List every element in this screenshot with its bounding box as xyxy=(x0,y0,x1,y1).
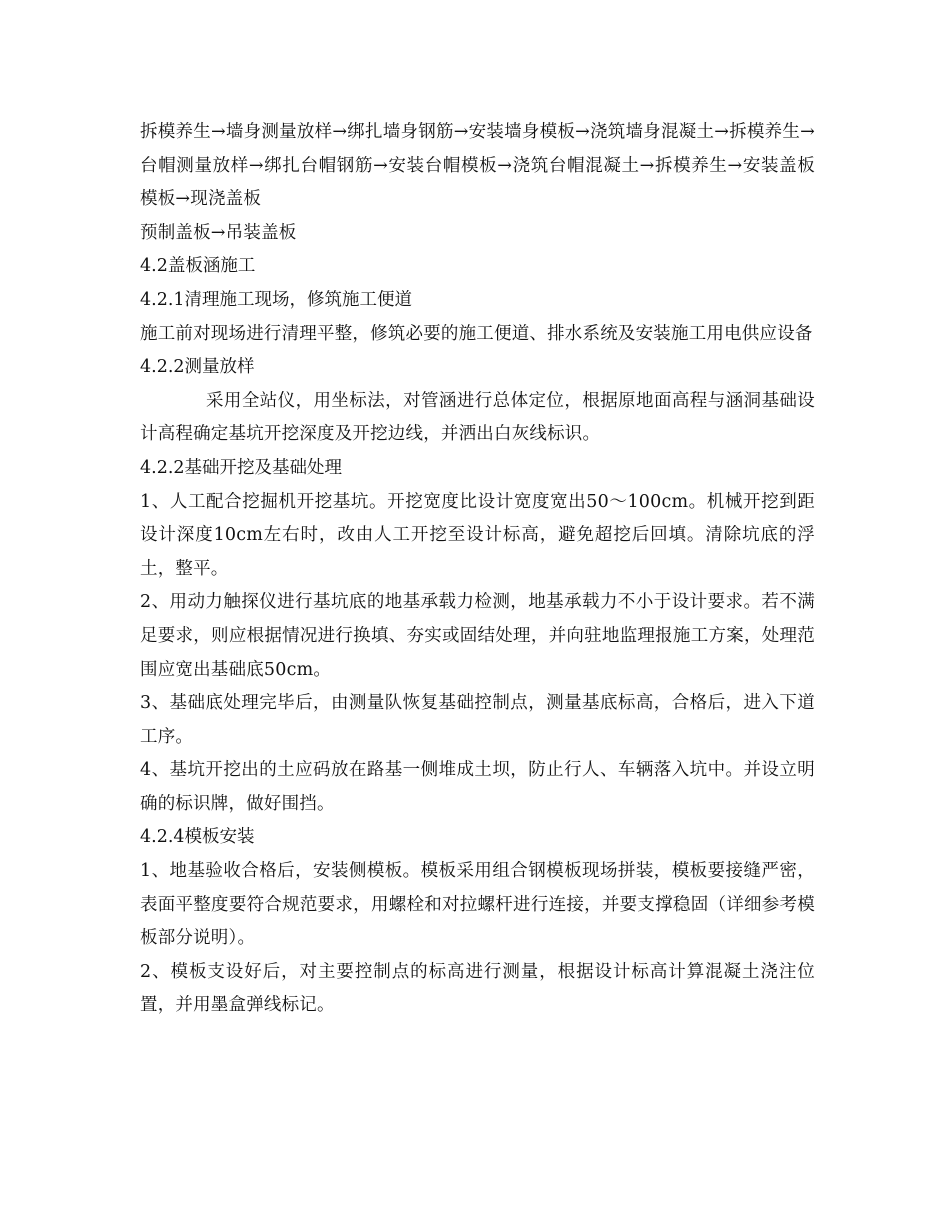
formwork-item-1: 1、地基验收合格后，安装侧模板。模板采用组合钢模板现场拼装，模板要接缝严密，表面平整度要符合规范要求，用螺栓和对拉螺杆进行连接，并要支撑稳固（详细参考模板部分说明）。 xyxy=(140,861,815,949)
section-heading-formwork: 4.2.4模板安装 xyxy=(140,827,255,848)
excavation-item-1: 1、人工配合挖掘机开挖基坑。开挖宽度比设计宽度宽出50～100cm。机械开挖到距设计深度10cm左右时，改由人工开挖至设计标高，避免超挖后回填。清除坑底的浮土，整平。 xyxy=(140,491,815,579)
survey-paragraph: 采用全站仪，用坐标法，对管涵进行总体定位，根据原地面高程与涵洞基础设计高程确定基坑开挖深度及开挖边线，并洒出白灰线标识。 xyxy=(140,390,815,445)
section-heading-4-2-1: 4.2.1清理施工现场，修筑施工便道 xyxy=(140,289,413,310)
excavation-item-2: 2、用动力触探仪进行基坑底的地基承载力检测，地基承载力不小于设计要求。若不满足要求，则应根据情况进行换填、夯实或固结处理，并向驻地监理报施工方案，处理范围应宽出基础底50cm。 xyxy=(140,592,815,680)
site-clearing-paragraph: 施工前对现场进行清理平整，修筑必要的施工便道、排水系统及安装施工用电供应设备 xyxy=(140,323,813,344)
section-heading-4-2: 4.2盖板涵施工 xyxy=(140,256,256,277)
section-heading-excavation: 4.2.2基础开挖及基础处理 xyxy=(140,457,343,478)
excavation-item-4: 4、基坑开挖出的土应码放在路基一侧堆成土坝，防止行人、车辆落入坑中。并设立明确的标识牌，做好围挡。 xyxy=(140,760,815,814)
process-flow-paragraph: 拆模养生→墙身测量放样→绑扎墙身钢筋→安装墙身模板→浇筑墙身混凝土→拆模养生→台帽测量放样→绑扎台帽钢筋→安装台帽模板→浇筑台帽混凝土→拆模养生→安装盖板模板→现浇盖板 xyxy=(140,122,815,210)
precast-flow-paragraph: 预制盖板→吊装盖板 xyxy=(140,222,297,243)
formwork-item-2: 2、模板支设好后，对主要控制点的标高进行测量，根据设计标高计算混凝土浇注位置，并用墨盒弹线标记。 xyxy=(140,961,815,1016)
excavation-item-3: 3、基础底处理完毕后，由测量队恢复基础控制点，测量基底标高，合格后，进入下道工序。 xyxy=(140,693,815,747)
document-body xyxy=(140,116,815,1023)
section-heading-survey: 4.2.2测量放样 xyxy=(140,357,255,378)
